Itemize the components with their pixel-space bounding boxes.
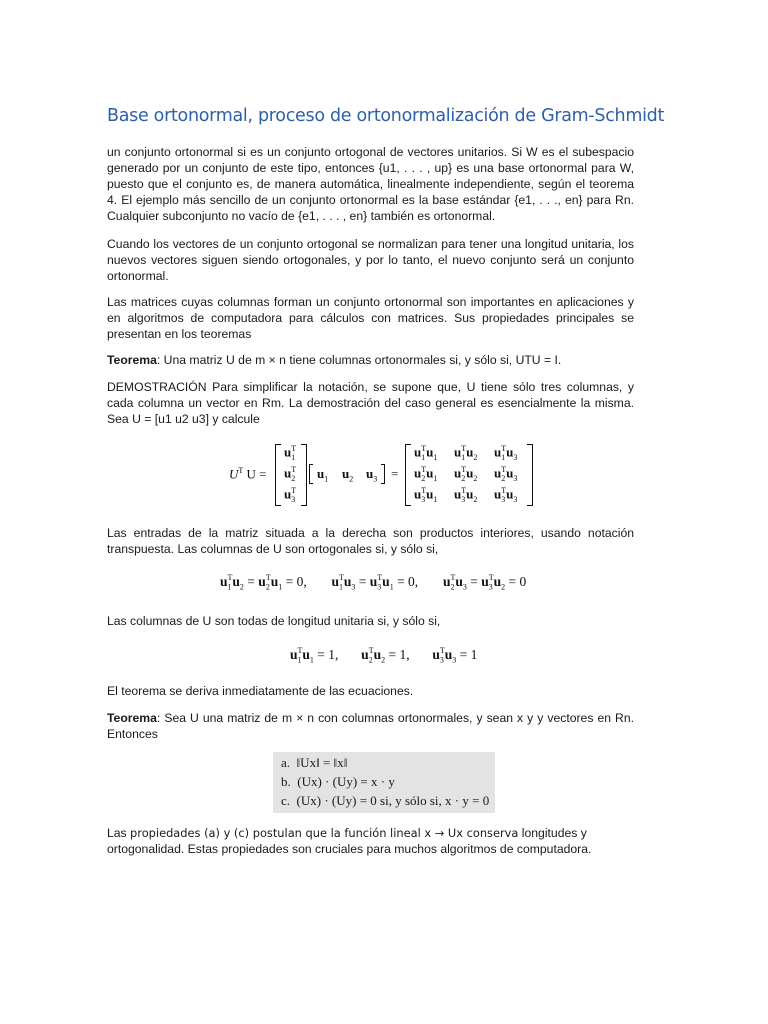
property-c: c. (Ux) · (Uy) = 0 si, y sólo si, x · y = 0	[281, 793, 490, 808]
theorem-2-text: : Sea U una matriz de m × n con columnas ortonormales, y sean x y y vectores en Rn. Entonces	[107, 711, 634, 741]
matrix-lhs: $U^T$ U =	[229, 466, 267, 482]
property-a: a. ‖Ux‖ = ‖x‖	[281, 755, 348, 770]
paragraph-matrices: Las matrices cuyas columnas forman un conjunto ortonormal son importantes en aplicaciones y en algoritmos de computadora para cálculos con matrices. Sus propiedades principales se presentan en los teoremas	[107, 295, 634, 341]
matrix-equation	[229, 444, 534, 506]
page-title: Base ortonormal, proceso de ortonormalización de Gram-Schmidt	[107, 106, 665, 126]
row-vector-matrix: $u_1$ $u_2$ $u_3$	[309, 464, 385, 484]
theorem-1-label: Teorema	[107, 353, 157, 367]
property-b: b. (Ux) · (Uy) = x · y	[281, 774, 395, 789]
matrix-equals: =	[391, 466, 399, 481]
orth-eq-1: $u_1^Tu_2 = u_2^Tu_1 = 0$,	[220, 573, 307, 592]
unit-eq-3: $u_3^Tu_3 = 1$	[432, 646, 478, 665]
paragraph-derivation: El teorema se deriva inmediatamente de las ecuaciones.	[107, 684, 414, 698]
product-matrix: $u_1^Tu_1$ $u_1^Tu_2$ $u_1^Tu_3$ $u_2^Tu_1$ $u_2^Tu_2$ $u_2^Tu_3$ $u_3^Tu_1$ $u_3^Tu_2$ $u_3^Tu_3$	[405, 444, 533, 506]
paragraph-properties-conclusion: Las propiedades (a) y (c) postulan que la función lineal x → Ux conserva longitudes y ortogonalidad. Estas propiedades son cruciales para muchos algoritmos de computadora.	[107, 826, 592, 856]
theorem-1	[107, 352, 634, 368]
unit-eq-1: $u_1^Tu_1 = 1$,	[290, 646, 339, 665]
orth-eq-2: $u_1^Tu_3 = u_3^Tu_1 = 0$,	[331, 573, 419, 592]
unit-eq-2: $u_2^Tu_2 = 1$,	[361, 646, 410, 665]
unit-length-equations	[290, 646, 477, 664]
theorem-2	[107, 710, 634, 742]
transpose-column-matrix: $u_1^T$ $u_2^T$ $u_3^T$	[275, 444, 307, 506]
paragraph-orthonormal-def: un conjunto ortonormal si es un conjunto ortogonal de vectores unitarios. Si W es el subespacio generado por un conjunto de este tipo, entonces {u1, . . . , up} es una base ortonormal para W, puesto que el conjunto es, de manera automática, linealmente independiente, según el teorema 4. El ejemplo más sencillo de un conjunto ortonormal es la base estándar {e1, . . ., en} para Rn. Cualquier subconjunto no vacío de {e1, . . . , en} también es ortonormal.	[107, 145, 634, 223]
paragraph-proof: DEMOSTRACIÓN Para simplificar la notación, se supone que, U tiene sólo tres columnas, y cada columna un vector en Rm. La demostración del caso general es esencialmente la misma. Sea U = [u1 u2 u3] y calcule	[107, 380, 634, 426]
theorem-properties-box	[273, 752, 495, 813]
orth-eq-3: $u_2^Tu_3 = u_3^Tu_2 = 0$	[442, 573, 527, 592]
theorem-1-text: : Una matriz U de m × n tiene columnas ortonormales si, y sólo si, UTU = I.	[156, 353, 562, 367]
paragraph-inner-products: Las entradas de la matriz situada a la derecha son productos interiores, usando notación transpuesta. Las columnas de U son ortogonales si, y sólo si,	[107, 526, 634, 556]
paragraph-normalization: Cuando los vectores de un conjunto ortogonal se normalizan para tener una longitud unitaria, los nuevos vectores siguen siendo ortogonales, y por lo tanto, el nuevo conjunto será un conjunto ortonormal.	[107, 237, 634, 283]
theorem-2-label: Teorema	[107, 711, 157, 725]
orthogonality-equations	[220, 573, 526, 591]
paragraph-unit-length: Las columnas de U son todas de longitud unitaria si, y sólo si,	[107, 614, 441, 628]
